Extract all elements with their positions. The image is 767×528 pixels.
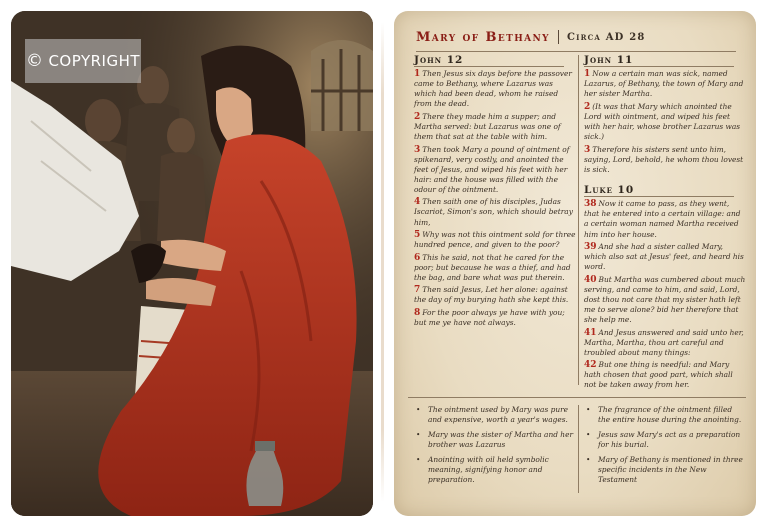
verse-number: 6 bbox=[414, 252, 421, 263]
verse-text: Then Jesus six days before the passover came to Bethany, where Lazarus was which had been dead, whom he raised from the dead. bbox=[414, 69, 572, 109]
verse-number: 42 bbox=[584, 360, 597, 371]
heading-john-12: John 12 bbox=[414, 54, 464, 66]
verse bbox=[584, 102, 746, 142]
verse-text: Therefore his sisters sent unto him, saying, Lord, behold, he whom thou lovest is sick. bbox=[584, 144, 744, 174]
verse bbox=[584, 275, 746, 325]
heading-luke-10: Luke 10 bbox=[584, 184, 635, 197]
copyright-icon: © bbox=[25, 51, 44, 71]
fact-item: • Anointing with oil held symbolic meaning, signifying honor and preparation. bbox=[414, 455, 576, 484]
verse bbox=[414, 253, 576, 283]
fact-item: • Mary was the sister of Martha and her brother was Lazarus bbox=[414, 430, 576, 449]
header-rule bbox=[416, 51, 736, 52]
fact-item: • The fragrance of the ointment filled the entire house during the anointing. bbox=[584, 405, 746, 424]
verse-text: Why was not this ointment sold for three hundred pence, and given to the poor? bbox=[414, 230, 576, 250]
facts-section bbox=[414, 405, 744, 490]
fact-item: • Mary of Bethany is mentioned in three specific incidents in the New Testament bbox=[584, 455, 746, 484]
john-11-verses bbox=[584, 69, 746, 175]
header-separator bbox=[558, 30, 559, 44]
card-title: Mary of Bethany bbox=[416, 29, 550, 45]
scripture-card bbox=[394, 11, 756, 516]
column-right bbox=[584, 55, 746, 393]
verse-number: 5 bbox=[414, 230, 421, 241]
verse-number: 2 bbox=[584, 101, 591, 112]
verse bbox=[584, 360, 746, 390]
verse-text: Then took Mary a pound of ointment of spikenard, very costly, and anointed the feet of Jesus, and wiped his feet with her hair: and the house was filled with the odour of the ointment. bbox=[414, 144, 570, 194]
verse bbox=[584, 145, 746, 175]
verse-number: 2 bbox=[414, 111, 421, 122]
verse-number: 38 bbox=[584, 199, 597, 210]
verse-number: 41 bbox=[584, 327, 597, 338]
verse-text: Then saith one of his disciples, Judas Iscariot, Simon's son, which should betray him, bbox=[414, 197, 573, 227]
verse-number: 7 bbox=[414, 285, 421, 296]
verse-number: 39 bbox=[584, 242, 597, 253]
verse-number: 3 bbox=[584, 144, 591, 155]
verse-text: But Martha was cumbered about much serving, and came to him, and said, Lord, dost thou not care that my sister hath left me to serve alone? bid her therefore that she help me. bbox=[584, 274, 746, 325]
facts-rule bbox=[408, 397, 746, 398]
anointing-painting bbox=[11, 11, 373, 516]
copyright-text: COPYRIGHT bbox=[48, 52, 141, 70]
fact-item: • The ointment used by Mary was pure and expensive, worth a year's wages. bbox=[414, 405, 576, 424]
verse-number: 4 bbox=[414, 197, 421, 208]
verse-number: 40 bbox=[584, 274, 597, 285]
verse-text: There they made him a supper; and Martha served: but Lazarus was one of them that sat at the table with him. bbox=[414, 111, 561, 142]
verse bbox=[414, 69, 576, 109]
facts-right-column bbox=[584, 405, 746, 490]
verse-text: And Jesus answered and said unto her, Martha, Martha, thou art careful and troubled about many things: bbox=[584, 327, 744, 357]
verse-number: 1 bbox=[584, 69, 591, 80]
verse-text: For the poor always ye have with you; but me ye have not always. bbox=[414, 307, 565, 327]
luke-10-verses bbox=[584, 199, 746, 390]
column-left bbox=[414, 55, 576, 330]
heading-rule bbox=[584, 196, 734, 197]
verse-text: (It was that Mary which anointed the Lord with ointment, and wiped his feet with her hair, whose brother Lazarus was sick.) bbox=[584, 101, 741, 142]
column-separator bbox=[578, 55, 579, 385]
card-divider bbox=[381, 22, 384, 502]
john-12-verses bbox=[414, 69, 576, 328]
verse bbox=[584, 242, 746, 272]
painting-card bbox=[11, 11, 373, 516]
verse bbox=[414, 308, 576, 328]
card-header bbox=[416, 27, 746, 47]
fact-item: • Jesus saw Mary's act as a preparation for his burial. bbox=[584, 430, 746, 449]
verse bbox=[584, 69, 746, 99]
heading-rule bbox=[414, 66, 564, 67]
verse bbox=[414, 145, 576, 195]
verse-text: This he said, not that he cared for the poor; but because he was a thief, and had the bag, and bare what was put therein. bbox=[414, 252, 571, 282]
verse-number: 1 bbox=[414, 69, 421, 80]
era-label: Circa AD 28 bbox=[566, 31, 646, 43]
verse bbox=[414, 197, 576, 227]
facts-left-column bbox=[414, 405, 576, 490]
heading-john-11: John 11 bbox=[584, 54, 634, 66]
verse bbox=[584, 199, 746, 239]
verse-number: 3 bbox=[414, 144, 421, 155]
verse bbox=[414, 112, 576, 142]
copyright-watermark bbox=[25, 39, 141, 83]
verse-text: Now a certain man was sick, named Lazarus, of Bethany, the town of Mary and her sister Martha. bbox=[584, 69, 744, 99]
verse-text: But one thing is needful: and Mary hath chosen that good part, which shall not be taken away from her. bbox=[584, 360, 733, 390]
verse-text: Now it came to pass, as they went, that he entered into a certain village: and a certain woman named Martha received him into her house. bbox=[584, 199, 741, 239]
heading-rule bbox=[584, 66, 734, 67]
verse bbox=[414, 230, 576, 250]
verse bbox=[584, 328, 746, 358]
verse-text: Then said Jesus, Let her alone: against the day of my burying hath she kept this. bbox=[414, 285, 569, 305]
verse-text: And she had a sister called Mary, which also sat at Jesus' feet, and heard his word. bbox=[584, 242, 744, 272]
verse bbox=[414, 285, 576, 305]
verse-number: 8 bbox=[414, 307, 421, 318]
